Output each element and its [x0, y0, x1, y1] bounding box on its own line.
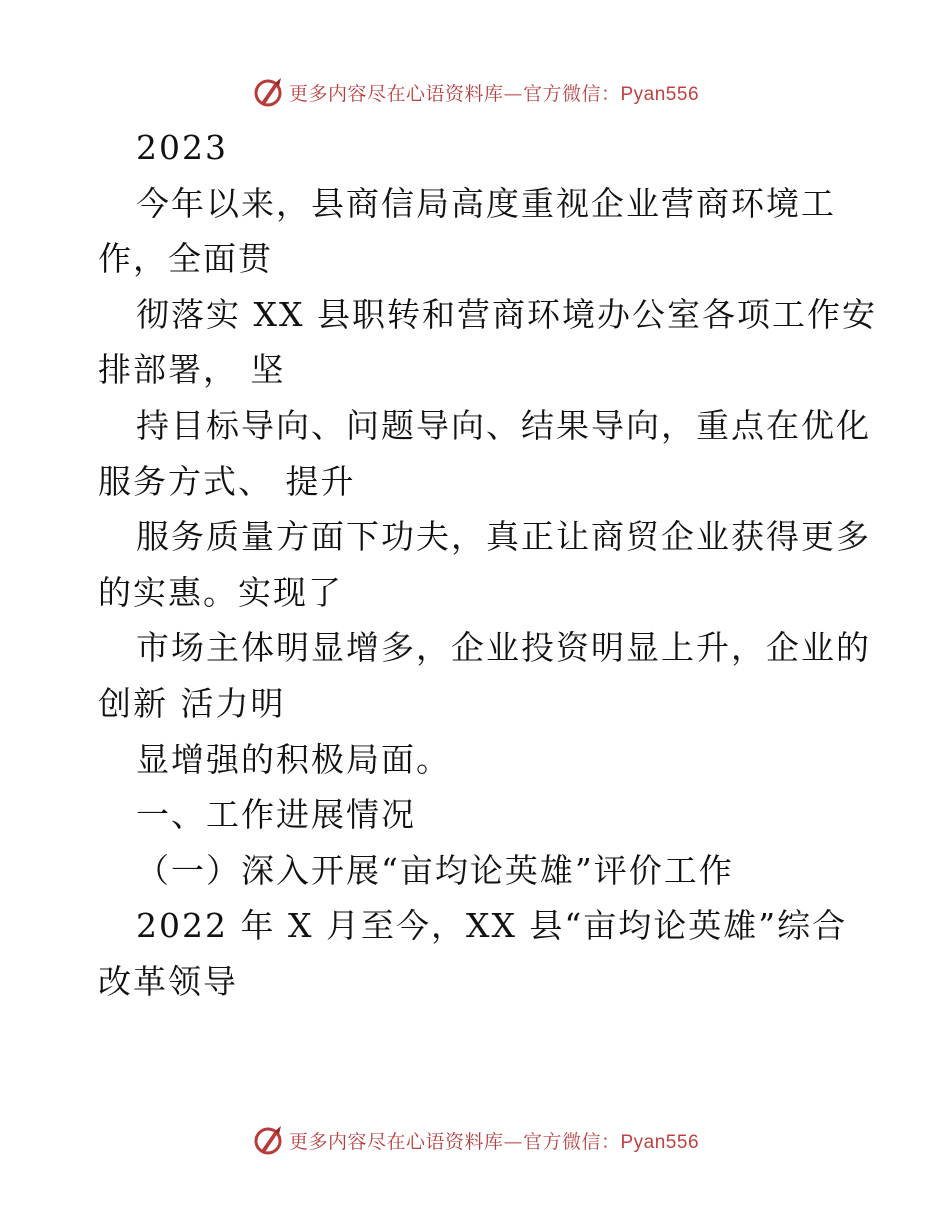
- text-line: 改革领导: [98, 961, 238, 1001]
- text-line: 2022 年 X 月至今，XX 县“亩均论英雄”综合: [136, 906, 848, 946]
- text-line: 作，全面贯: [98, 239, 273, 279]
- watermark-banner-bottom: [0, 1120, 950, 1160]
- text-line: 今年以来，县商信局高度重视企业营商环境工: [136, 183, 836, 223]
- text-line: 持目标导向、问题导向、结果导向，重点在优化: [136, 405, 871, 445]
- watermark-wechat-id: Pyan556: [620, 83, 700, 105]
- text-line: 创新 活力明: [98, 683, 286, 723]
- quill-logo-icon: [251, 75, 285, 109]
- watermark-text: [289, 79, 699, 106]
- watermark-separator: —: [503, 82, 523, 105]
- text-line: 服务质量方面下功夫，真正让商贸企业获得更多: [136, 517, 871, 557]
- text-line: 彻落实 XX 县职转和营商环境办公室各项工作安: [136, 294, 877, 334]
- watermark-banner-top: [0, 72, 950, 112]
- text-line: 排部署， 坚: [98, 350, 286, 390]
- text-line: 2023: [136, 128, 228, 167]
- watermark-wechat-id: Pyan556: [620, 1131, 700, 1153]
- document-body: [98, 120, 877, 1010]
- watermark-wechat-label: 官方微信：: [522, 82, 621, 105]
- text-line: 的实惠。实现了: [98, 572, 343, 612]
- section-heading: 一、工作进展情况: [136, 795, 416, 835]
- quill-logo-icon: [251, 1123, 285, 1157]
- text-line: 服务方式、 提升: [98, 461, 356, 501]
- watermark-text: [289, 1127, 699, 1154]
- text-line: 显增强的积极局面。: [136, 739, 451, 779]
- watermark-brand: 更多内容尽在心语资料库: [288, 1130, 504, 1153]
- text-line: 市场主体明显增多，企业投资明显上升，企业的: [136, 628, 871, 668]
- watermark-separator: —: [503, 1130, 523, 1153]
- subsection-heading: （一）深入开展“亩均论英雄”评价工作: [136, 850, 734, 890]
- watermark-brand: 更多内容尽在心语资料库: [288, 82, 504, 105]
- watermark-wechat-label: 官方微信：: [522, 1130, 621, 1153]
